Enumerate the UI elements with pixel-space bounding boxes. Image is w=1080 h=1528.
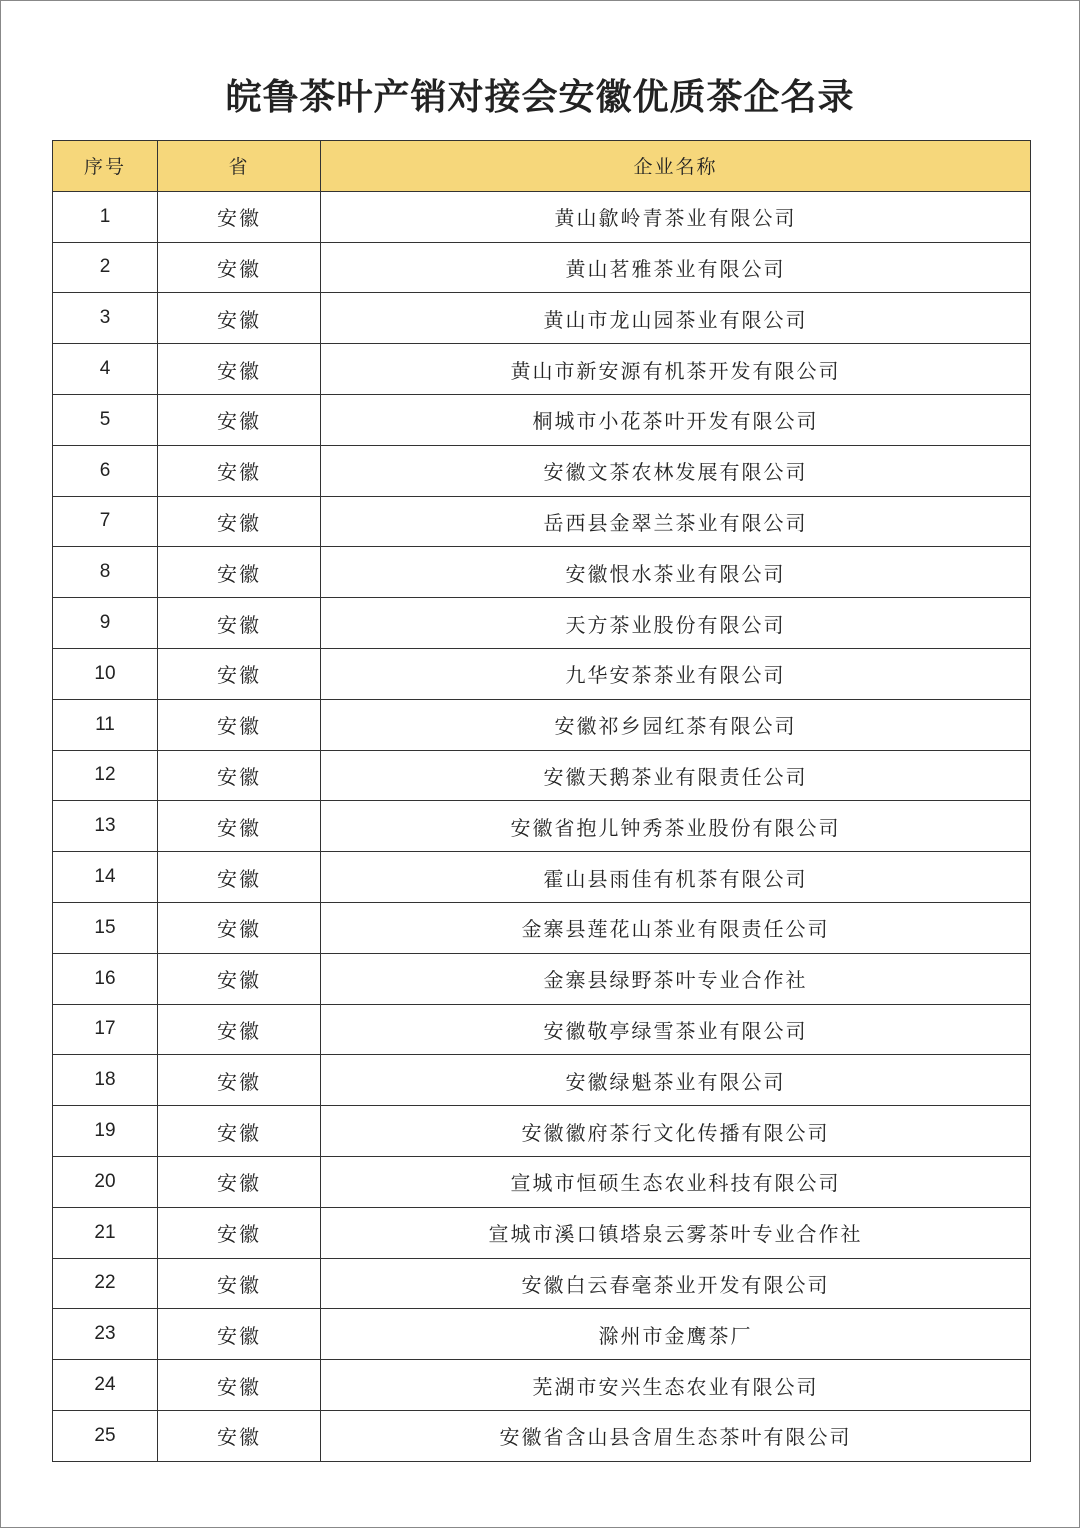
province-cell: 安徽 — [158, 1156, 321, 1207]
province-cell: 安徽 — [158, 648, 321, 699]
province-cell: 安徽 — [158, 1410, 321, 1461]
province-cell: 安徽 — [158, 852, 321, 903]
table-row — [53, 648, 1031, 699]
table-row — [53, 394, 1031, 445]
serial-number-cell: 8 — [53, 547, 158, 598]
enterprise-name-cell: 芜湖市安兴生态农业有限公司 — [321, 1360, 1031, 1411]
table-row — [53, 852, 1031, 903]
table-row — [53, 953, 1031, 1004]
serial-number-cell: 19 — [53, 1106, 158, 1157]
province-cell: 安徽 — [158, 547, 321, 598]
province-cell: 安徽 — [158, 394, 321, 445]
serial-number-cell: 10 — [53, 648, 158, 699]
serial-number-cell: 7 — [53, 496, 158, 547]
header-serial-number: 序号 — [53, 141, 158, 192]
document-title: 皖鲁茶叶产销对接会安徽优质茶企名录 — [225, 76, 855, 118]
serial-number-cell: 12 — [53, 750, 158, 801]
province-cell: 安徽 — [158, 1309, 321, 1360]
enterprise-name-cell: 黄山歙岭青茶业有限公司 — [321, 191, 1031, 242]
enterprise-name-cell: 安徽省抱儿钟秀茶业股份有限公司 — [321, 801, 1031, 852]
enterprise-name-cell: 安徽绿魁茶业有限公司 — [321, 1055, 1031, 1106]
enterprise-name-cell: 滁州市金鹰茶厂 — [321, 1309, 1031, 1360]
table-row — [53, 547, 1031, 598]
province-cell: 安徽 — [158, 191, 321, 242]
enterprise-name-cell: 安徽文茶农林发展有限公司 — [321, 445, 1031, 496]
serial-number-cell: 15 — [53, 902, 158, 953]
table-row — [53, 344, 1031, 395]
table-row — [53, 801, 1031, 852]
serial-number-cell: 13 — [53, 801, 158, 852]
enterprise-name-cell: 宣城市恒硕生态农业科技有限公司 — [321, 1156, 1031, 1207]
province-cell: 安徽 — [158, 953, 321, 1004]
serial-number-cell: 11 — [53, 699, 158, 750]
province-cell: 安徽 — [158, 1207, 321, 1258]
province-cell: 安徽 — [158, 1055, 321, 1106]
enterprise-name-cell: 桐城市小花茶叶开发有限公司 — [321, 394, 1031, 445]
table-row — [53, 1004, 1031, 1055]
enterprise-name-cell: 霍山县雨佳有机茶有限公司 — [321, 852, 1031, 903]
table-body — [53, 191, 1031, 1461]
enterprise-name-cell: 金寨县莲花山茶业有限责任公司 — [321, 902, 1031, 953]
enterprise-name-cell: 金寨县绿野茶叶专业合作社 — [321, 953, 1031, 1004]
table-row — [53, 1207, 1031, 1258]
table-header-row — [53, 141, 1031, 192]
serial-number-cell: 3 — [53, 293, 158, 344]
table-row — [53, 1156, 1031, 1207]
table-row — [53, 750, 1031, 801]
province-cell: 安徽 — [158, 750, 321, 801]
table-row — [53, 242, 1031, 293]
province-cell: 安徽 — [158, 1360, 321, 1411]
province-cell: 安徽 — [158, 445, 321, 496]
serial-number-cell: 9 — [53, 598, 158, 649]
enterprise-name-cell: 安徽恨水茶业有限公司 — [321, 547, 1031, 598]
province-cell: 安徽 — [158, 344, 321, 395]
province-cell: 安徽 — [158, 496, 321, 547]
serial-number-cell: 20 — [53, 1156, 158, 1207]
enterprise-name-cell: 安徽祁乡园红茶有限公司 — [321, 699, 1031, 750]
province-cell: 安徽 — [158, 1258, 321, 1309]
enterprise-table — [52, 140, 1031, 1462]
serial-number-cell: 21 — [53, 1207, 158, 1258]
enterprise-name-cell: 黄山市新安源有机茶开发有限公司 — [321, 344, 1031, 395]
table-row — [53, 699, 1031, 750]
enterprise-name-cell: 安徽徽府茶行文化传播有限公司 — [321, 1106, 1031, 1157]
serial-number-cell: 23 — [53, 1309, 158, 1360]
serial-number-cell: 4 — [53, 344, 158, 395]
enterprise-name-cell: 九华安茶茶业有限公司 — [321, 648, 1031, 699]
serial-number-cell: 24 — [53, 1360, 158, 1411]
table-row — [53, 1106, 1031, 1157]
serial-number-cell: 18 — [53, 1055, 158, 1106]
table-row — [53, 496, 1031, 547]
serial-number-cell: 2 — [53, 242, 158, 293]
province-cell: 安徽 — [158, 902, 321, 953]
serial-number-cell: 22 — [53, 1258, 158, 1309]
serial-number-cell: 6 — [53, 445, 158, 496]
serial-number-cell: 14 — [53, 852, 158, 903]
enterprise-name-cell: 岳西县金翠兰茶业有限公司 — [321, 496, 1031, 547]
enterprise-name-cell: 安徽天鹅茶业有限责任公司 — [321, 750, 1031, 801]
table-row — [53, 191, 1031, 242]
table-row — [53, 1258, 1031, 1309]
enterprise-name-cell: 天方茶业股份有限公司 — [321, 598, 1031, 649]
table-row — [53, 1360, 1031, 1411]
table-row — [53, 902, 1031, 953]
table-row — [53, 1410, 1031, 1461]
enterprise-name-cell: 黄山茗雅茶业有限公司 — [321, 242, 1031, 293]
province-cell: 安徽 — [158, 293, 321, 344]
table-row — [53, 293, 1031, 344]
enterprise-name-cell: 黄山市龙山园茶业有限公司 — [321, 293, 1031, 344]
serial-number-cell: 5 — [53, 394, 158, 445]
province-cell: 安徽 — [158, 598, 321, 649]
serial-number-cell: 16 — [53, 953, 158, 1004]
province-cell: 安徽 — [158, 242, 321, 293]
enterprise-name-cell: 安徽敬亭绿雪茶业有限公司 — [321, 1004, 1031, 1055]
enterprise-name-cell: 安徽白云春毫茶业开发有限公司 — [321, 1258, 1031, 1309]
serial-number-cell: 25 — [53, 1410, 158, 1461]
table-row — [53, 445, 1031, 496]
table-row — [53, 598, 1031, 649]
serial-number-cell: 17 — [53, 1004, 158, 1055]
enterprise-name-cell: 宣城市溪口镇塔泉云雾茶叶专业合作社 — [321, 1207, 1031, 1258]
serial-number-cell: 1 — [53, 191, 158, 242]
table-row — [53, 1055, 1031, 1106]
province-cell: 安徽 — [158, 1106, 321, 1157]
province-cell: 安徽 — [158, 1004, 321, 1055]
enterprise-name-cell: 安徽省含山县含眉生态茶叶有限公司 — [321, 1410, 1031, 1461]
header-province: 省 — [158, 141, 321, 192]
header-enterprise-name: 企业名称 — [321, 141, 1031, 192]
province-cell: 安徽 — [158, 699, 321, 750]
table-row — [53, 1309, 1031, 1360]
province-cell: 安徽 — [158, 801, 321, 852]
